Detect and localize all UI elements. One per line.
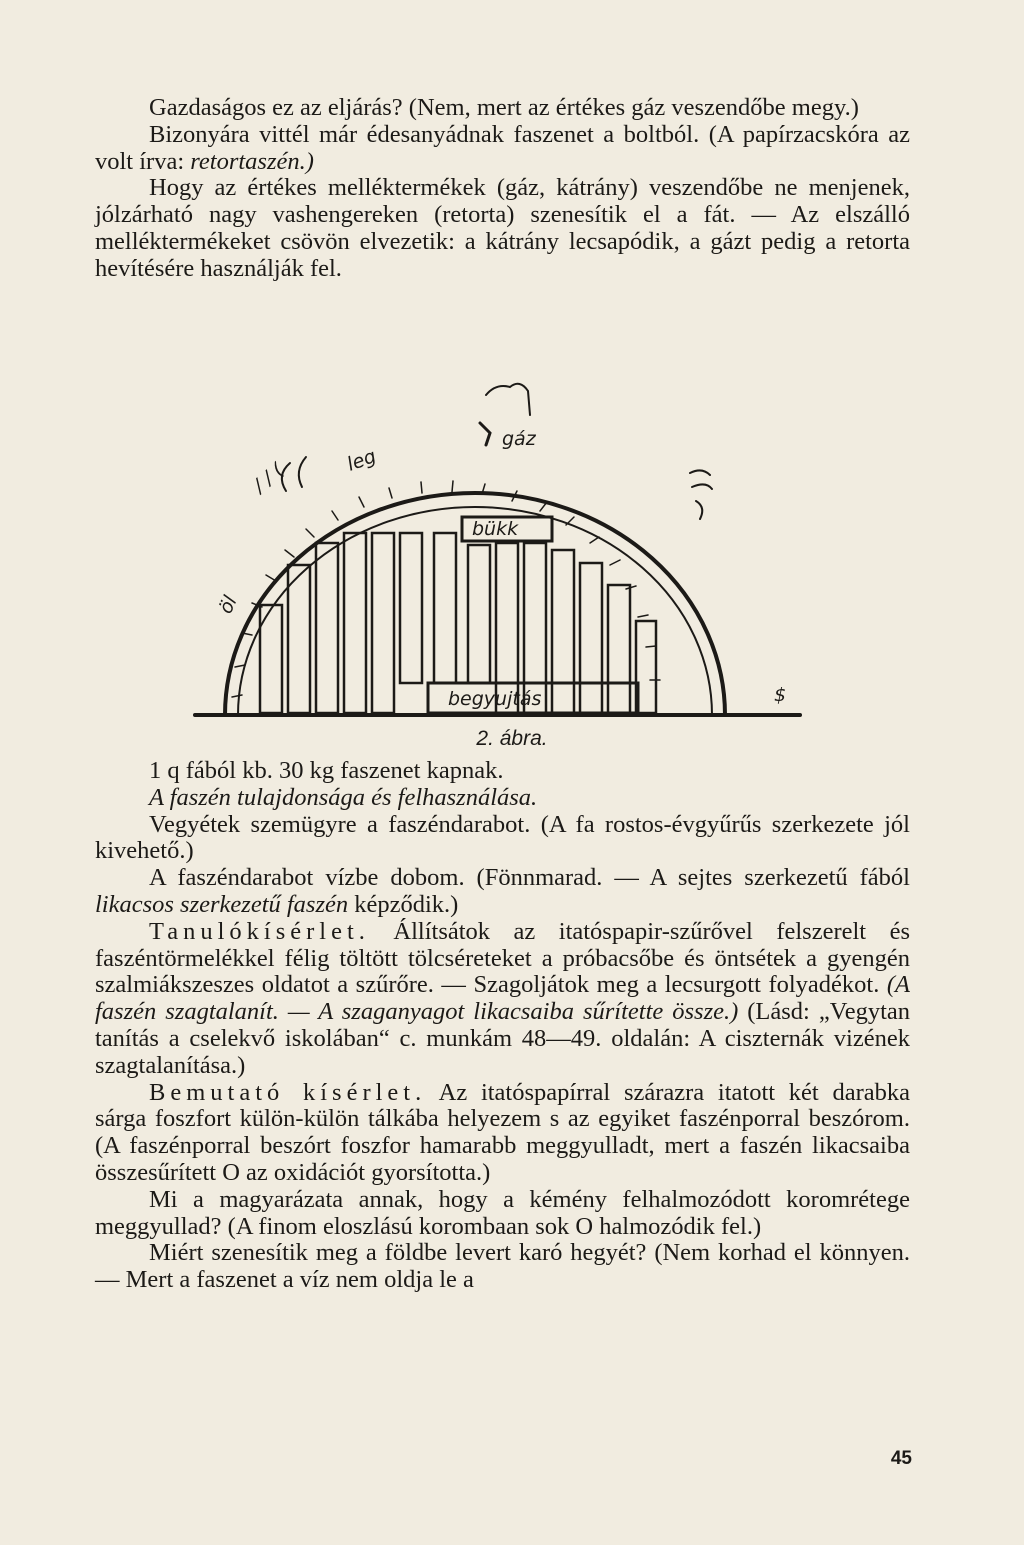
- label-leg: leg: [344, 445, 379, 476]
- section-heading: A faszén tulajdonsága és felhasználása.: [149, 783, 538, 811]
- label-right-mark: $: [774, 684, 787, 706]
- label-begyujtas: begyujtás: [448, 688, 542, 710]
- paragraph-stake: Miért szenesítik meg a földbe levert karó hegyét? (Nem korhad el könnyen. — Mert a faszenet a víz nem oldja le a: [95, 1239, 910, 1294]
- bottom-text-block: [95, 758, 910, 1294]
- paragraph-observe: Vegyétek szemügyre a faszéndarabot. (A fa rostos-évgyűrűs szerkezete jól kivehető.): [95, 810, 910, 865]
- label-ol: öl: [214, 592, 242, 618]
- side-smoke: [690, 470, 712, 519]
- paragraph-retorta-process: Hogy az értékes melléktermékek (gáz, kátrány) veszendőbe ne menjenek, jólzárható nagy vashengereken (retorta) szenesítik el a fát. — Az elszálló melléktermékeket csövön elvezetik: a kátrány lecsapódik, a gázt pedig a retorta hevítésére használják fel.: [95, 174, 910, 282]
- page-number: 45: [890, 1448, 912, 1469]
- vent-pipe: [480, 423, 490, 445]
- paragraph-demo-experiment: Bemutató kísérlet. Az itatóspapírral szárazra itatott két darabka sárga foszfort külön-külön tálkába helyezem s az egyiket faszénporral beszórom. (A faszénporral beszórt foszfor hamarabb meggyulladt, mert a faszén likacsaiba összesűrített O az oxidációt gyorsította.): [95, 1078, 911, 1186]
- paragraph-retorta-label: Bizonyára vittél már édesanyádnak faszenet a boltból. (A papírzacskóra az volt írva: retortaszén.): [95, 120, 910, 175]
- paragraph-question: Gazdaságos ez az eljárás? (Nem, mert az értékes gáz veszendőbe megy.): [149, 94, 859, 121]
- smoke-plume: [486, 384, 530, 415]
- figure-caption: 2. ábra.: [476, 727, 548, 750]
- label-bukk: bükk: [472, 518, 519, 540]
- paragraph-student-experiment: Tanulókísérlet. Állítsátok az itatóspapir-szűrővel felszerelt és faszéntörmelékkel félig töltött tölcséreteket a próbacsőbe és öntsétek a gyengén szalmiákszeszes oldatot a szűrőre. — Szagoljátok meg a lecsurgott folyadékot. (A faszén szagtalanít. — A szaganyagot likacsaiba sűrítette össze.) (Lásd: „Vegytan tanítás a cselekvő iskolában“ c. munkám 48—49. oldalán: A ciszternák vizének szagtalanítása.): [95, 917, 911, 1079]
- charcoal-kiln-figure: [190, 375, 810, 725]
- label-gaz: gáz: [502, 428, 536, 450]
- top-text-block: [95, 95, 910, 283]
- paragraph-float: A faszéndarabot vízbe dobom. (Fönnmarad. — A sejtes szerkezetű fából likacsos szerkezetű faszén képződik.): [95, 864, 910, 918]
- stacked-logs: [260, 533, 656, 713]
- paragraph-chimney: Mi a magyarázata annak, hogy a kémény felhalmozódott koromrétege meggyullad? (A finom eloszlású korombaan sok O halmozódik fel.): [95, 1185, 910, 1240]
- paragraph-yield: 1 q fából kb. 30 kg faszenet kapnak.: [149, 757, 504, 784]
- label-pipe-left: / / (: [249, 459, 288, 497]
- earth-cover-hatching: [232, 481, 660, 697]
